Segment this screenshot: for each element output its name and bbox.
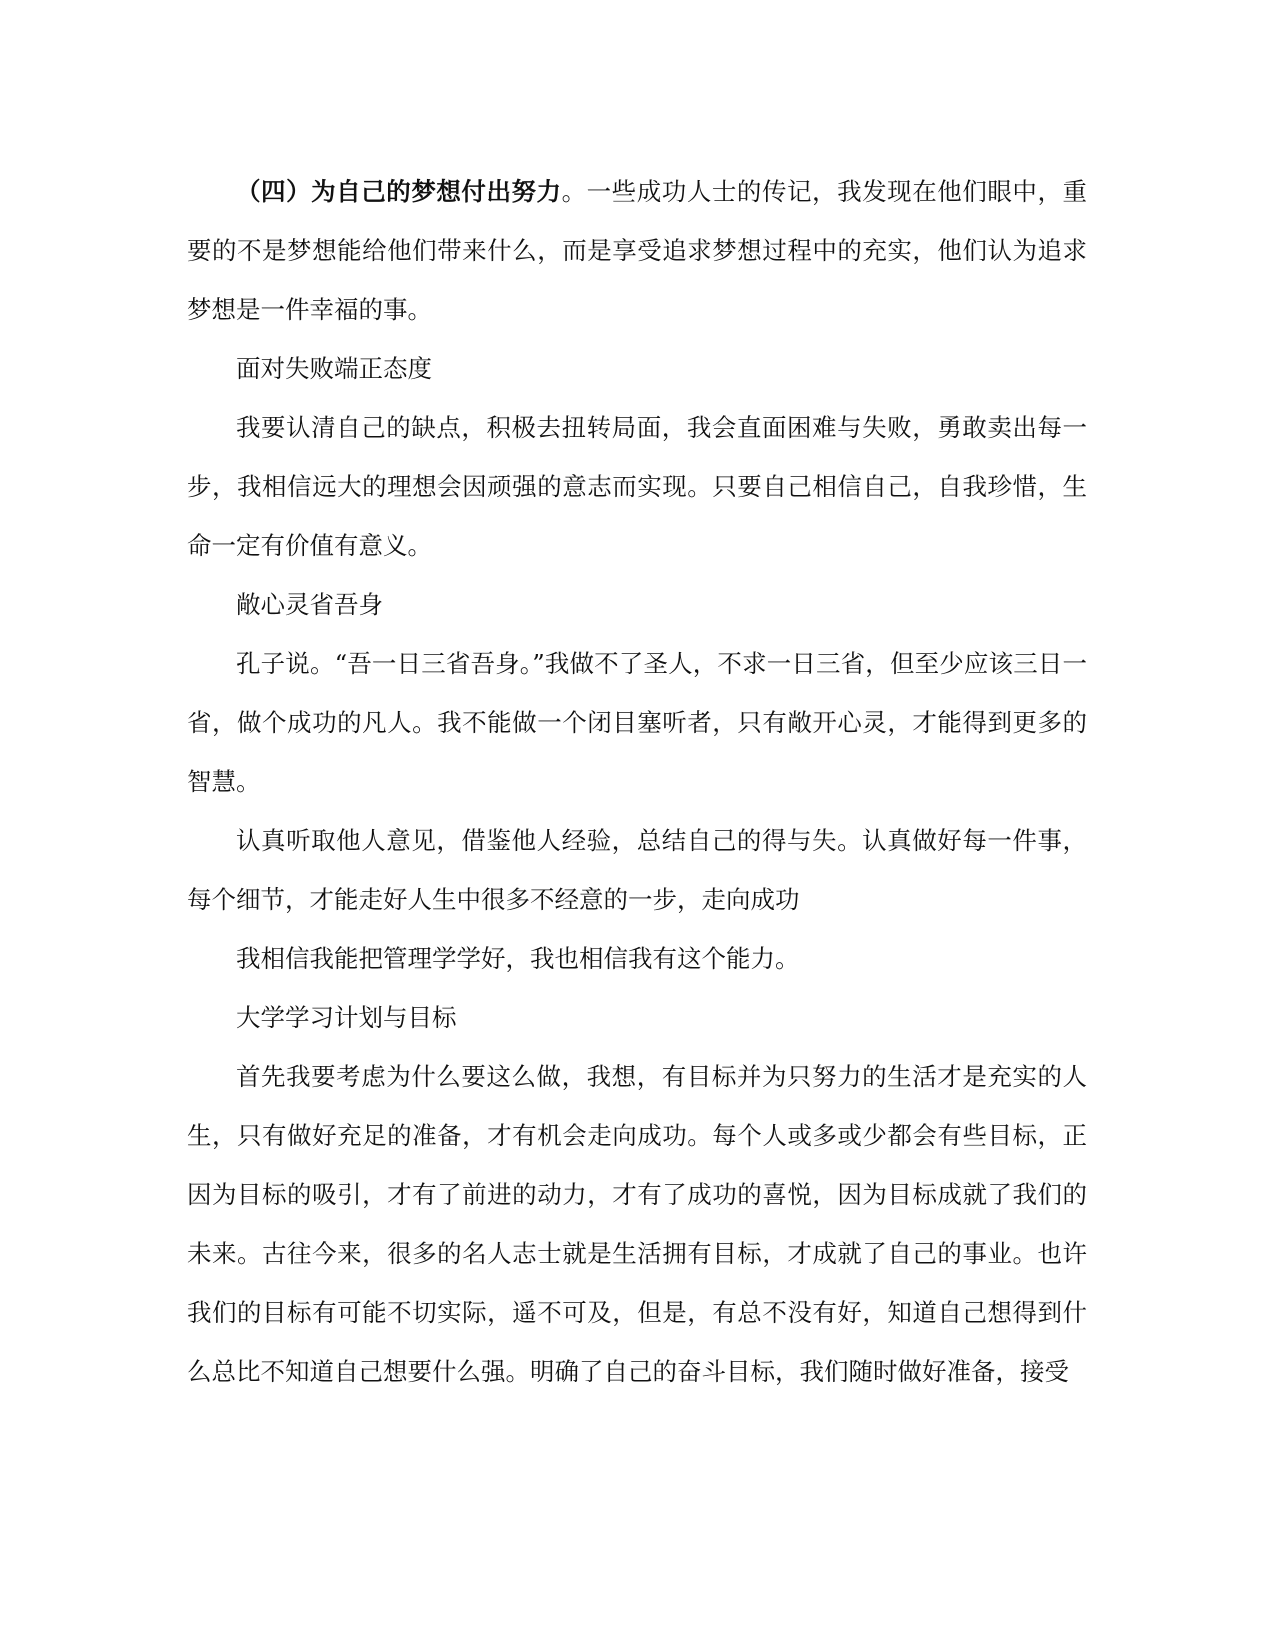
subheading-face-failure: 面对失败端正态度 xyxy=(236,354,432,383)
subheading-study-plan: 大学学习计划与目标 xyxy=(236,1003,457,1032)
paragraph-text: 。一些成功人士的传记，我发现在他们眼中，重要的不是梦想能给他们带来什么，而是享受追求梦想过程中的充实，他们认为追求梦想是一件幸福的事。 xyxy=(187,177,1088,324)
paragraph-confucius: 孔子说。“吾一日三省吾身。”我做不了圣人，不求一日三省，但至少应该三日一省，做个成功的凡人。我不能做一个闭目塞听者，只有敞开心灵，才能得到更多的智慧。 xyxy=(187,649,1087,796)
paragraph-face-failure: 我要认清自己的缺点，积极去扭转局面，我会直面困难与失败，勇敢卖出每一步，我相信远大的理想会因顽强的意志而实现。只要自己相信自己，自我珍惜，生命一定有价值有意义。 xyxy=(187,413,1087,560)
paragraph-management-confidence: 我相信我能把管理学学好，我也相信我有这个能力。 xyxy=(236,944,800,973)
paragraph-dream-effort xyxy=(187,162,1087,339)
document-body xyxy=(187,162,1087,1401)
paragraph-goals: 首先我要考虑为什么要这么做，我想，有目标并为只努力的生活才是充实的人生，只有做好充足的准备，才有机会走向成功。每个人或多或少都会有些目标，正因为目标的吸引，才有了前进的动力，才有了成功的喜悦，因为目标成就了我们的未来。古往今来，很多的名人志士就是生活拥有目标，才成就了自己的事业。也许我们的目标有可能不切实际，遥不可及，但是，有总不没有好，知道自己想得到什么总比不知道自己想要什么强。明确了自己的奋斗目标，我们随时做好准备，接受 xyxy=(187,1062,1087,1386)
subheading-open-heart: 敞心灵省吾身 xyxy=(236,590,383,619)
paragraph-listen-others: 认真听取他人意见，借鉴他人经验，总结自己的得与失。认真做好每一件事，每个细节，才能走好人生中很多不经意的一步，走向成功 xyxy=(187,826,1087,914)
section-heading-dream: （四）为自己的梦想付出努力 xyxy=(236,177,562,206)
